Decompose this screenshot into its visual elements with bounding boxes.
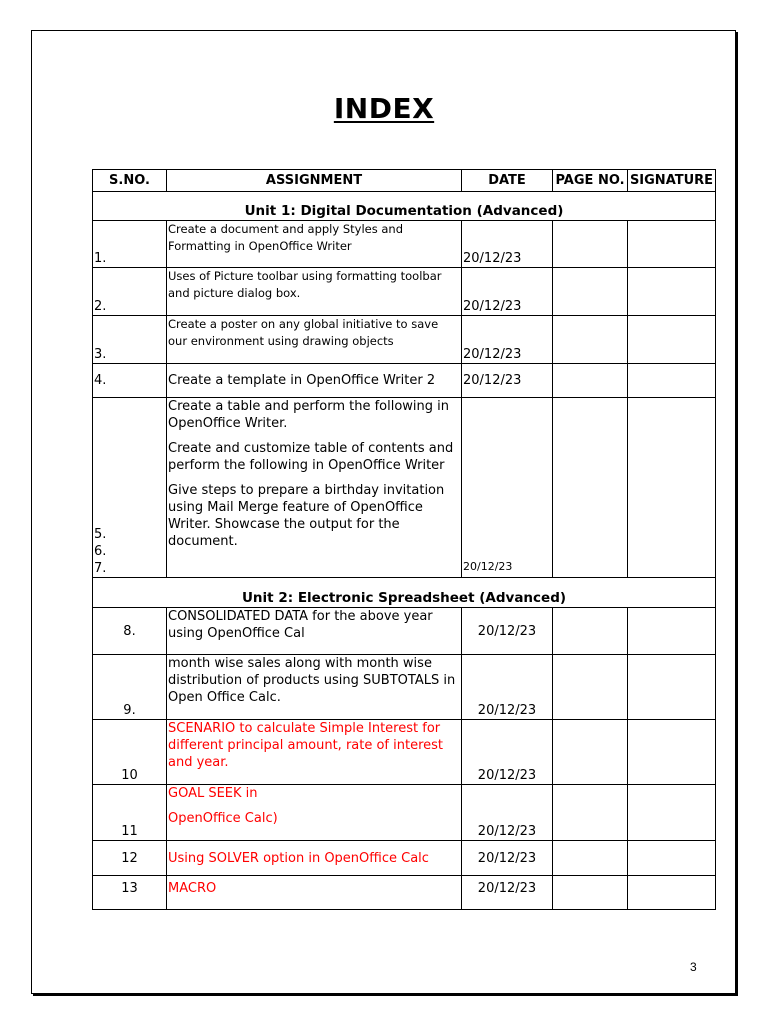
row-assignment: OpenOffice Calc) [168,811,278,826]
row-sno-group [93,398,167,578]
row-date: 20/12/23 [462,221,553,268]
row-date: 20/12/23 [462,608,553,655]
row-date: 20/12/23 [462,398,553,578]
table-row [93,841,716,876]
row-sno: 6. [94,544,107,559]
row-signature [628,785,716,841]
row-assignment: Create and customize table of contents and perform the following in OpenOffice Writer [168,441,454,473]
row-signature [628,841,716,876]
table-row [93,608,716,655]
row-signature [628,608,716,655]
index-table [92,169,716,910]
row-page-no [553,268,628,316]
row-assignment: Uses of Picture toolbar using formatting toolbar and picture dialog box. [167,268,462,316]
unit-heading-row [93,192,716,221]
row-date: 20/12/23 [462,876,553,910]
header-sno: S.NO. [93,170,167,192]
row-page-no [553,364,628,398]
row-page-no [553,720,628,785]
row-assignment: GOAL SEEK in [168,786,258,801]
table-row [93,655,716,720]
table-row [93,398,716,578]
row-sno: 7. [94,561,107,576]
row-date: 20/12/23 [462,785,553,841]
table-row [93,720,716,785]
row-assignment: Create a document and apply Styles and Formatting in OpenOffice Writer [167,221,462,268]
header-signature: SIGNATURE [628,170,716,192]
row-sno: 11 [93,785,167,841]
table-row [93,268,716,316]
row-assignment: Create a table and perform the following in OpenOffice Writer. [168,399,450,431]
table-row [93,876,716,910]
row-signature [628,720,716,785]
row-assignment-group [167,785,462,841]
row-sno: 3. [93,316,167,364]
row-assignment: Create a template in OpenOffice Writer 2 [167,364,462,398]
row-sno: 13 [93,876,167,910]
row-sno: 1. [93,221,167,268]
row-assignment: Using SOLVER option in OpenOffice Calc [167,841,462,876]
page-number: 3 [690,960,697,974]
row-sno: 9. [93,655,167,720]
row-page-no [553,876,628,910]
row-page-no [553,608,628,655]
unit-1-title: Unit 1: Digital Documentation (Advanced) [93,192,716,221]
row-assignment: Give steps to prepare a birthday invitation using Mail Merge feature of OpenOffice Writer. Showcase the output for the document. [168,483,445,549]
row-assignment: month wise sales along with month wise distribution of products using SUBTOTALS in Open Office Calc. [167,655,462,720]
table-row [93,316,716,364]
row-date: 20/12/23 [462,364,553,398]
row-assignment: MACRO [167,876,462,910]
row-page-no [553,841,628,876]
row-assignment-group [167,398,462,578]
row-page-no [553,655,628,720]
row-assignment: Create a poster on any global initiative to save our environment using drawing objects [167,316,462,364]
row-page-no [553,785,628,841]
row-date: 20/12/23 [462,268,553,316]
row-sno: 5. [94,527,107,542]
row-page-no [553,398,628,578]
row-page-no [553,221,628,268]
row-date: 20/12/23 [462,841,553,876]
header-row [93,170,716,192]
row-signature [628,364,716,398]
row-assignment: SCENARIO to calculate Simple Interest for different principal amount, rate of interest and year. [167,720,462,785]
row-signature [628,316,716,364]
row-signature [628,398,716,578]
table-row [93,221,716,268]
row-assignment: CONSOLIDATED DATA for the above year using OpenOffice Cal [167,608,462,655]
row-sno: 10 [93,720,167,785]
page-title: INDEX [333,92,435,125]
header-page-no: PAGE NO. [553,170,628,192]
row-signature [628,655,716,720]
header-assignment: ASSIGNMENT [167,170,462,192]
row-date: 20/12/23 [462,720,553,785]
header-date: DATE [462,170,553,192]
row-sno: 12 [93,841,167,876]
row-signature [628,268,716,316]
row-sno: 8. [93,608,167,655]
row-signature [628,221,716,268]
unit-heading-row [93,578,716,608]
row-sno: 2. [93,268,167,316]
row-page-no [553,316,628,364]
unit-2-title: Unit 2: Electronic Spreadsheet (Advanced) [93,578,716,608]
row-date: 20/12/23 [462,655,553,720]
row-sno: 4. [93,364,167,398]
table-row [93,364,716,398]
table-row [93,785,716,841]
row-signature [628,876,716,910]
row-date: 20/12/23 [462,316,553,364]
